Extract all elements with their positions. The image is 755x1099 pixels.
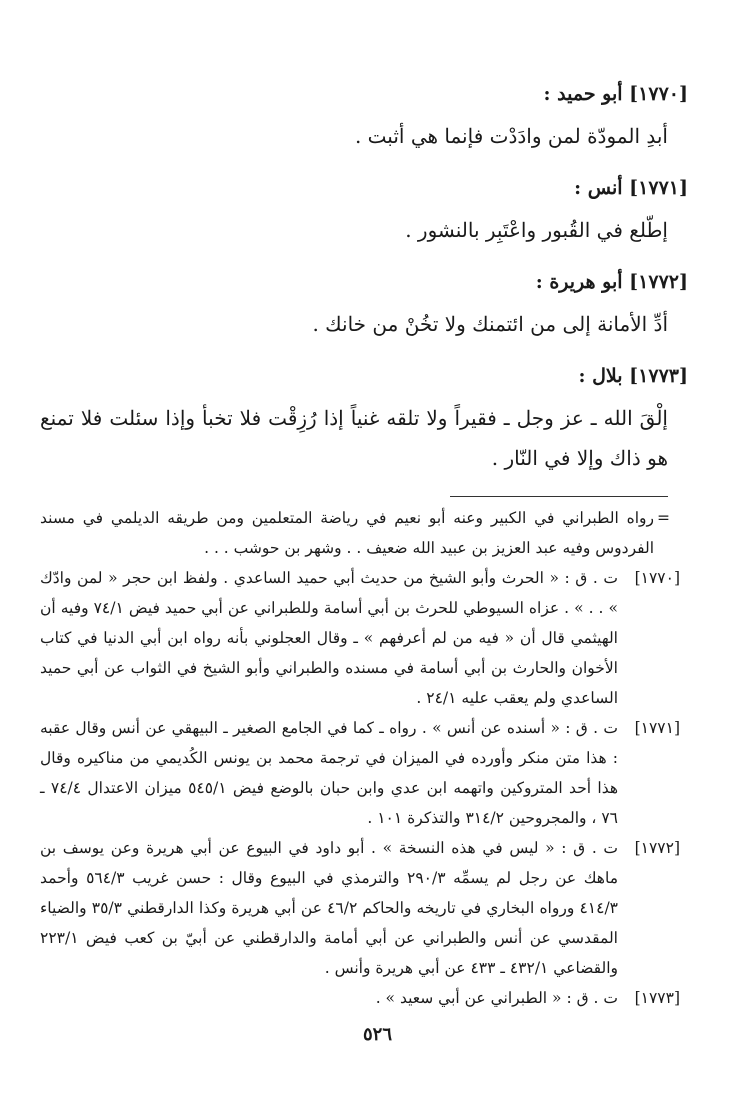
hadith-entry: [40, 80, 688, 156]
entry-heading: [١٧٧٠] أبو حميد :: [543, 83, 688, 105]
hadith-entry: [40, 174, 688, 250]
footnote-text: ت . ق : « أسنده عن أنس » . رواه ـ كما في الجامع الصغير ـ البيهقي عن أنس وقال عقبه : هذا متن منكر وأورده في الميزان في ترجمة محمد بن يونس الكُديمي من مناكيره وقال هذا أحد المتروكين واتهمه ابن عدي وابن حبان بالوضع فيض ٥٤٥/١ ميزان الاعتدال ٧٤/٤ ـ ٧٦ ، والمجروحين ٣١٤/٢ والتذكرة ١٠١ .: [40, 719, 619, 827]
entry-text: أدِّ الأمانة إلى من ائتمنك ولا تخُنْ من خانك .: [312, 312, 668, 336]
hadith-entry: [40, 268, 688, 344]
hadith-entry: [40, 362, 688, 478]
footnotes: [40, 503, 680, 1013]
footnote: [40, 983, 680, 1013]
entry-heading: [١٧٧٢] أبو هريرة :: [535, 271, 688, 293]
footnote-number: [١٧٧١]: [634, 719, 680, 737]
entry-heading: [١٧٧٣] بلال :: [578, 365, 688, 387]
footnote-text: رواه الطبراني في الكبير وعنه أبو نعيم في رياضة المتعلمين ومن طريقه الديلمي في مسند الفردوس وفيه عبد العزيز بن عبيد الله ضعيف . . وشهر بن حوشب . . .: [40, 509, 654, 557]
footnote-text: ت . ق : « الحرث وأبو الشيخ من حديث أبي حميد الساعدي . ولفظ ابن حجر « لمن وادّك » . . » . عزاه السيوطي للحرث بن أبي أسامة وللطبراني عن أبي حميد فيض ٧٤/١ وفيه أن الهيثمي قال أن « فيه من لم أعرفهم » ـ وقال العجلوني بأنه رواه ابن أبي الدنيا في كتاب الأخوان والحارث بن أبي أسامة في مسنده والطبراني وأبو الشيخ في الثواب عن أبي حميد الساعدي ولم يعقب عليه ٢٤/١ .: [40, 569, 618, 707]
footnote-number: [١٧٧٢]: [634, 839, 680, 857]
footnote-continuation: [40, 503, 668, 563]
entry-text: إطّلع في القُبور واعْتَبِر بالنشور .: [405, 218, 668, 242]
footnote-divider: [450, 496, 668, 497]
entry-text: إلْقَ الله ـ عز وجل ـ فقيراً ولا تلقه غنياً إذا رُزِقْت فلا تخبأ وإذا سئلت فلا تمنع هو ذاك وإلا في النّار .: [40, 406, 668, 470]
footnote-number: [١٧٧٣]: [634, 989, 680, 1007]
footnote-text: ت . ق : « ليس في هذه النسخة » . أبو داود في البيوع عن أبي هريرة وعن يوسف بن ماهك عن رجل لم يسمِّه ٢٩٠/٣ والترمذي في البيوع وقال : حسن غريب ٥٦٤/٣ وأحمد ٤١٤/٣ ورواه البخاري في تاريخه والحاكم ٤٦/٢ عن أبي هريرة وكذا الدارقطني ٣٥/٣ والضياء المقدسي عن أنس والطبراني عن أبي أمامة والدارقطني عن أبيّ بن كعب فيض ٢٢٣/١ والقضاعي ٤٣٢/١ ـ ٤٣٣ عن أبي هريرة وأنس .: [40, 839, 619, 977]
footnote: [40, 563, 680, 713]
entry-text: أبدِ المودّة لمن وادَدْت فإنما هي أثبت .: [354, 124, 668, 148]
footnote: [40, 833, 680, 983]
footnote: [40, 713, 680, 833]
footnote-text: ت . ق : « الطبراني عن أبي سعيد » .: [375, 989, 618, 1007]
page-number: ٥٢٦: [362, 1024, 392, 1045]
page-body: [40, 80, 688, 1013]
footnote-number: [١٧٧٠]: [634, 569, 680, 587]
entry-heading: [١٧٧١] أنس :: [574, 177, 688, 199]
continuation-mark: =: [657, 509, 670, 527]
